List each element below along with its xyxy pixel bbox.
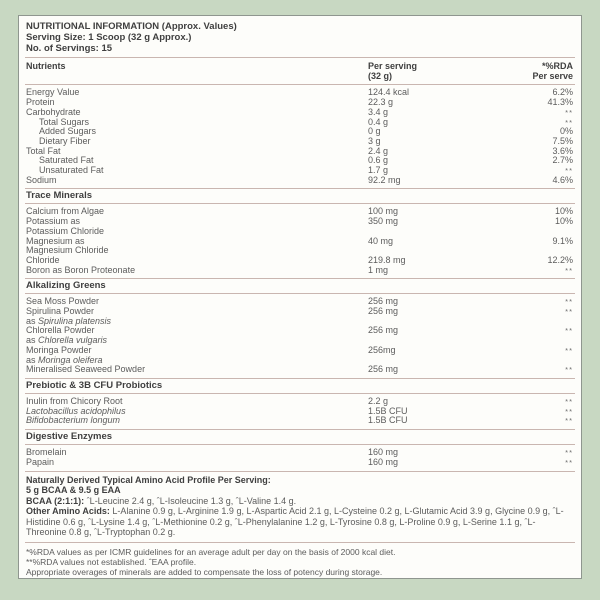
rda-percent: ** <box>565 457 573 467</box>
nutrient-row <box>26 137 574 147</box>
nutrient-name-line: Carbohydrate <box>26 106 81 117</box>
section-title: Prebiotic & 3B CFU Probiotics <box>25 379 575 394</box>
col-rda-line1: *%RDA <box>541 61 573 71</box>
nutrient-name-line: Saturated Fat <box>39 155 94 166</box>
rda-percent: 2.7% <box>552 155 573 166</box>
bcaa-values: ˆL-Leucine 2.4 g, ˆL-Isoleucine 1.3 g, ˆL-Valine 1.4 g. <box>86 495 297 506</box>
nutrient-row <box>26 346 574 365</box>
amount-per-serving: 256mg <box>368 344 396 355</box>
amount-per-serving: 160 mg <box>368 456 399 467</box>
nutrient-name <box>26 217 368 236</box>
amino-heading: Naturally Derived Typical Amino Acid Profile Per Serving: <box>26 474 271 485</box>
section-title: Alkalizing Greens <box>25 279 575 294</box>
nutrient-row <box>26 458 574 468</box>
nutrient-name <box>26 176 368 186</box>
nutrient-name-line: Chloride <box>26 254 60 265</box>
section-title: Trace Minerals <box>25 189 575 204</box>
section-rows <box>25 445 575 471</box>
bcaa-line <box>26 496 574 507</box>
amount-per-serving: 0 g <box>368 126 381 137</box>
rda-percent: ** <box>565 365 573 375</box>
amount-per-serving: 22.3 g <box>368 97 394 108</box>
rda-percent: ** <box>565 297 573 307</box>
nutrient-name-line: Bifidobacterium longum <box>26 415 121 426</box>
footnote-not-established: **%RDA values not established. ˆEAA profile. <box>26 556 197 567</box>
amount-per-serving: 256 mg <box>368 325 399 336</box>
rda-percent: 0% <box>559 126 573 137</box>
amount-per-serving: 256 mg <box>368 364 399 375</box>
rda-percent: 9.1% <box>552 235 573 246</box>
nutrient-row <box>26 88 574 98</box>
rda-percent: ** <box>565 117 573 127</box>
amount-per-serving: 100 mg <box>368 206 399 217</box>
amount-per-serving: 40 mg <box>368 235 394 246</box>
rda-percent: ** <box>565 307 573 317</box>
footnote-overages: Appropriate overages of minerals are added to compensate the loss of potency during storage. <box>26 566 383 577</box>
nutrient-row <box>26 448 574 458</box>
nutrient-row <box>26 176 574 186</box>
rda-percent: 4.6% <box>552 174 573 185</box>
nutrient-name <box>26 237 368 256</box>
rda-percent: ** <box>565 265 573 275</box>
nutrient-name-line: as Spirulina platensis <box>26 315 112 326</box>
section-rows <box>25 294 575 379</box>
col-per-serving-line1: Per serving <box>368 61 418 71</box>
table-sections <box>25 85 575 471</box>
amount-per-serving: 256 mg <box>368 296 399 307</box>
rda-percent: 7.5% <box>552 135 573 146</box>
col-per-serving <box>368 62 503 81</box>
nutrient-name-line: Total Fat <box>26 145 61 156</box>
rda-percent: 6.2% <box>552 87 573 98</box>
nutrient-name <box>26 166 368 176</box>
nutrient-name-line: Protein <box>26 97 55 108</box>
nutrient-name-line: Mineralised Seaweed Powder <box>26 364 146 375</box>
other-amino-line <box>26 506 574 538</box>
rda-percent: 41.3% <box>547 97 573 108</box>
nutrient-name <box>26 88 368 98</box>
rda-percent: ** <box>565 345 573 355</box>
amount-per-serving: 0.4 g <box>368 116 389 127</box>
nutrient-row <box>26 307 574 326</box>
rda-percent: 3.6% <box>552 145 573 156</box>
nutrient-name <box>26 266 368 276</box>
nutrient-row <box>26 266 574 276</box>
amount-per-serving: 0.6 g <box>368 155 389 166</box>
section-title: Digestive Enzymes <box>25 430 575 445</box>
servings-count: No. of Servings: 15 <box>26 43 113 54</box>
rda-percent: 10% <box>554 206 573 217</box>
col-rda-line2: Per serve <box>532 70 573 81</box>
nutrient-row <box>26 217 574 236</box>
nutrient-name-line: Magnesium Chloride <box>26 245 109 256</box>
nutrient-row <box>26 127 574 137</box>
section-rows <box>25 85 575 189</box>
nutrient-row <box>26 326 574 345</box>
other-amino-label: Other Amino Acids: <box>26 506 110 516</box>
amount-per-serving: 3 g <box>368 135 381 146</box>
nutrient-name-line: Moringa Powder <box>26 344 92 355</box>
col-rda <box>503 62 574 81</box>
nutrient-name-line: Spirulina Powder <box>26 306 95 317</box>
rda-percent: ** <box>565 107 573 117</box>
amount-per-serving: 1.7 g <box>368 165 389 176</box>
nutrient-row <box>26 237 574 256</box>
amount-per-serving: 160 mg <box>368 447 399 458</box>
rda-percent: ** <box>565 326 573 336</box>
footnote-rda-guidelines: *%RDA values as per ICMR guidelines for an average adult per day on the basis of 2000 kcal diet. <box>26 546 396 557</box>
nutrient-name-line: Inulin from Chicory Root <box>26 395 123 406</box>
amount-per-serving: 2.4 g <box>368 145 389 156</box>
rda-percent: ** <box>565 416 573 426</box>
nutrient-name-line: Unsaturated Fat <box>39 165 104 176</box>
serving-size: Serving Size: 1 Scoop (32 g Approx.) <box>26 32 192 43</box>
rda-percent: 10% <box>554 216 573 227</box>
nutrient-name-line: Added Sugars <box>39 126 97 137</box>
amount-per-serving: 3.4 g <box>368 106 389 117</box>
nutrient-name-line: Boron as Boron Proteonate <box>26 264 136 275</box>
nutrient-name <box>26 307 368 326</box>
nutrient-name <box>26 326 368 345</box>
label-header <box>25 16 575 58</box>
nutrient-name <box>26 365 368 375</box>
other-amino-values: L-Alanine 0.9 g, L-Arginine 1.9 g, L-Aspartic Acid 2.1 g, L-Cysteine 0.2 g, L-Glutamic Acid 3.9 g, Glycine 0.9 g, ˆL-Histidine 0.6 g, ˆL-Lysine 1.4 g, ˆL-Methionine 0.2 g, ˆL-Phenylalanine 1.2 g, L-Tyrosine 0.8 g, L-Proline 0.9 g, L-Serine 1.1 g, ˆL-Threonine 0.8 g, ˆL-Tryptophan 0.2 g. <box>26 506 564 537</box>
rda-percent: 12.2% <box>547 254 573 265</box>
nutrient-name-line: Papain <box>26 456 55 467</box>
amino-subheading: 5 g BCAA & 9.5 g EAA <box>26 485 121 495</box>
section-rows <box>25 204 575 279</box>
amount-per-serving: 92.2 mg <box>368 174 401 185</box>
bcaa-label: BCAA (2:1:1): <box>26 495 85 506</box>
nutrient-name-line: as Chlorella vulgaris <box>26 335 108 346</box>
amount-per-serving: 219.8 mg <box>368 254 406 265</box>
nutrient-row <box>26 156 574 166</box>
nutrient-row <box>26 147 574 157</box>
nutrient-name <box>26 346 368 365</box>
nutrient-row <box>26 207 574 217</box>
nutrient-name-line: Sodium <box>26 174 57 185</box>
nutrient-row <box>26 108 574 118</box>
nutrient-name-line: Sea Moss Powder <box>26 296 100 307</box>
nutrient-name-line: Bromelain <box>26 447 67 458</box>
amount-per-serving: 350 mg <box>368 216 399 227</box>
amount-per-serving: 1.5B CFU <box>368 415 408 426</box>
nutrient-name <box>26 416 368 426</box>
column-headers <box>25 58 575 85</box>
amount-per-serving: 124.4 kcal <box>368 87 410 98</box>
rda-percent: ** <box>565 396 573 406</box>
rda-percent: ** <box>565 166 573 176</box>
nutrient-name-line: Total Sugars <box>39 116 90 127</box>
amount-per-serving: 1.5B CFU <box>368 405 408 416</box>
nutrient-name-line: Lactobacillus acidophilus <box>26 405 126 416</box>
rda-percent: ** <box>565 448 573 458</box>
nutrient-name-line: Calcium from Algae <box>26 206 105 217</box>
nutrient-name-line: Magnesium as <box>26 235 85 246</box>
nutrition-label <box>18 15 582 579</box>
nutrient-row <box>26 365 574 375</box>
section-rows <box>25 394 575 430</box>
nutrient-name-line: Dietary Fiber <box>39 135 91 146</box>
nutrient-row <box>26 166 574 176</box>
nutrient-row <box>26 98 574 108</box>
nutrient-row <box>26 416 574 426</box>
label-title: NUTRITIONAL INFORMATION (Approx. Values) <box>26 21 237 32</box>
col-per-serving-line2: (32 g) <box>368 70 393 81</box>
nutrient-row <box>26 297 574 307</box>
amount-per-serving: 2.2 g <box>368 395 389 406</box>
nutrient-name <box>26 448 368 458</box>
nutrient-name-line: as Moringa oleifera <box>26 354 103 365</box>
nutrient-name-line: Potassium Chloride <box>26 225 105 236</box>
nutrient-name-line: Potassium as <box>26 216 81 227</box>
nutrient-name <box>26 137 368 147</box>
nutrient-name <box>26 458 368 468</box>
amount-per-serving: 256 mg <box>368 306 399 317</box>
amount-per-serving: 1 mg <box>368 264 389 275</box>
rda-percent: ** <box>565 406 573 416</box>
nutrient-name-line: Chlorella Powder <box>26 325 95 336</box>
col-nutrients: Nutrients <box>26 61 66 71</box>
nutrient-name-line: Energy Value <box>26 87 80 98</box>
footnotes <box>25 543 575 580</box>
nutrient-row <box>26 118 574 128</box>
amino-acid-block <box>25 472 575 543</box>
